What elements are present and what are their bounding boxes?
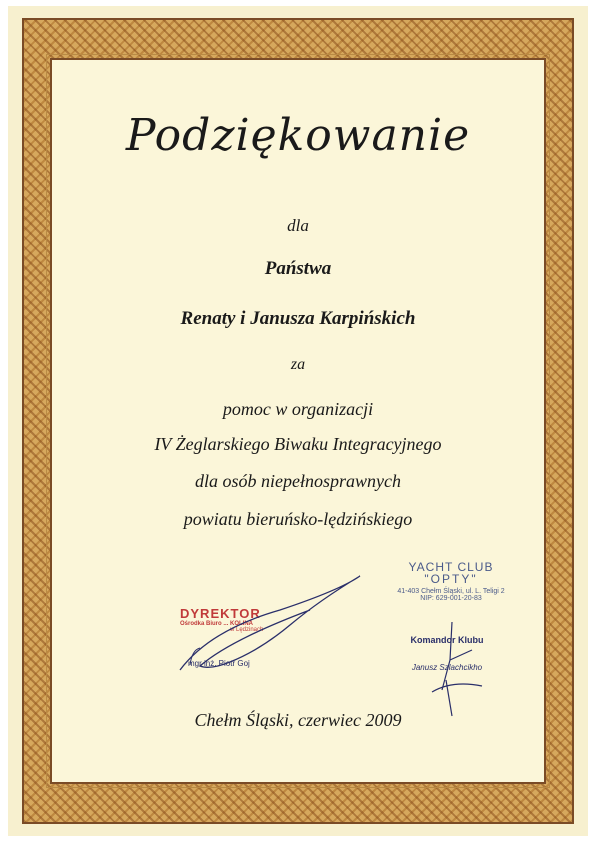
certificate-body <box>50 58 546 784</box>
director-line-2: w Lędzinach <box>230 627 264 633</box>
for-what-word: za <box>290 356 306 373</box>
recipient-names: Renaty i Janusza Karpińskich <box>180 308 416 329</box>
salutation: Państwa <box>264 258 332 279</box>
commodore-role: Komandor Klubu <box>410 635 484 645</box>
director-title: DYREKTOR <box>180 606 261 621</box>
club-address: 41-403 Chełm Śląski, ul. L. Teligi 2 <box>397 588 505 595</box>
director-name: mgr inż. Piotr Goj <box>188 659 250 668</box>
commodore-name: Janusz Szlachcikho <box>411 663 483 672</box>
club-nip: NIP: 629-001-20-83 <box>420 595 482 602</box>
purpose-line-3: dla osób niepełnosprawnych <box>195 471 401 491</box>
yacht-club-stamp <box>376 560 526 602</box>
purpose-line-4: powiatu bieruńsko-lędzińskiego <box>183 509 413 529</box>
certificate-title: Podziękowanie <box>125 110 471 161</box>
commodore-signature <box>412 620 492 720</box>
certificate-page <box>8 6 588 836</box>
for-word: dla <box>287 216 309 235</box>
club-quote: "OPTY" <box>424 572 478 586</box>
purpose-line-2: IV Żeglarskiego Biwaku Integracyjnego <box>154 434 442 454</box>
purpose-line-1: pomoc w organizacji <box>222 399 374 419</box>
director-line-1: Ośrodka Biuro ... KOLINA <box>180 621 254 627</box>
place-and-date: Chełm Śląski, czerwiec 2009 <box>194 710 402 730</box>
director-signature <box>170 570 370 680</box>
club-name: YACHT CLUB <box>408 560 494 574</box>
